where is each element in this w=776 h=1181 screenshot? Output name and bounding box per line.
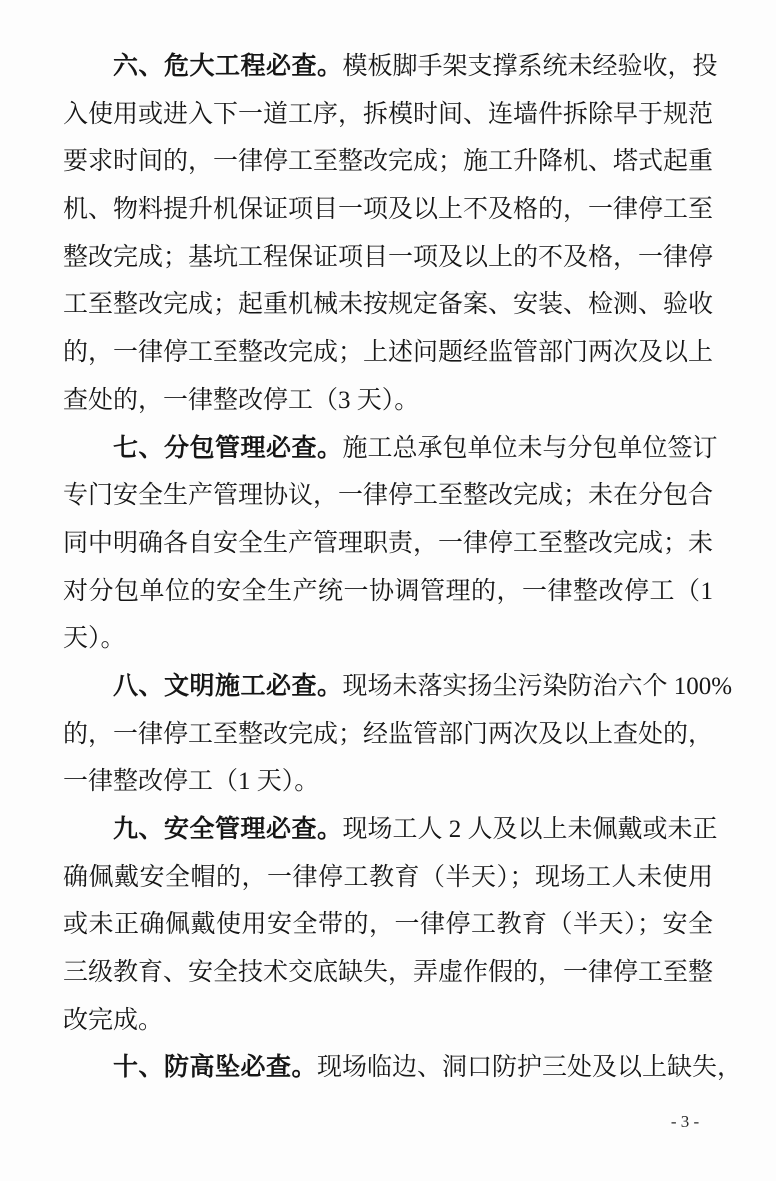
line-text: 施工总承包单位未与分包单位签订 — [342, 434, 718, 462]
line-text: 一律整改停工（1 天）。 — [63, 768, 320, 796]
text-line — [63, 329, 713, 377]
text-line — [63, 615, 713, 663]
line-text: 查处的，一律整改停工（3 天）。 — [63, 386, 420, 414]
text-line — [63, 281, 713, 329]
section-heading: 九、安全管理必查。 — [113, 815, 343, 843]
line-text: 整改完成；基坑工程保证项目一项及以上的不及格，一律停 — [63, 243, 714, 271]
text-line — [63, 234, 713, 282]
line-text: 专门安全生产管理协议，一律停工至整改完成；未在分包合 — [63, 482, 714, 510]
text-block — [63, 43, 743, 1092]
page-number: - 3 - — [670, 1112, 700, 1131]
text-line — [63, 91, 713, 139]
line-text: 的，一律停工至整改完成；上述问题经监管部门两次及以上 — [63, 339, 714, 367]
section-heading: 十、防高坠必查。 — [113, 1053, 318, 1082]
text-line — [63, 711, 713, 759]
line-text: 同中明确各自安全生产管理职责，一律停工至整改完成；未 — [63, 529, 714, 557]
text-line — [63, 758, 713, 806]
text-line — [63, 806, 718, 854]
line-text: 工至整改完成；起重机械未按规定备案、安装、检测、验收 — [63, 291, 714, 319]
section-heading: 七、分包管理必查。 — [113, 433, 343, 462]
line-text: 机、物料提升机保证项目一项及以上不及格的，一律停工至 — [63, 196, 714, 224]
line-text: 改完成。 — [63, 1006, 164, 1034]
text-line — [63, 1044, 743, 1092]
section-heading: 八、文明施工必查。 — [113, 671, 343, 700]
text-line — [63, 949, 713, 997]
line-text: 要求时间的，一律停工至整改完成；施工升降机、塔式起重 — [63, 148, 714, 176]
line-text: 对分包单位的安全生产统一协调管理的，一律整改停工（1 — [63, 577, 713, 605]
line-text: 或未正确佩戴使用安全带的，一律停工教育（半天）；安全 — [63, 911, 713, 939]
text-line — [63, 472, 713, 520]
line-text: 的，一律停工至整改完成；经监管部门两次及以上查处的， — [63, 720, 714, 748]
text-line — [63, 901, 713, 949]
text-line — [63, 520, 713, 568]
text-line — [63, 138, 713, 186]
text-line — [63, 186, 713, 234]
line-text: 入使用或进入下一道工序，拆模时间、连墙件拆除早于规范 — [63, 100, 714, 128]
text-line — [63, 377, 713, 425]
text-line — [63, 568, 713, 616]
line-text: 现场工人 2 人及以上未佩戴或未正 — [342, 816, 718, 843]
text-line — [63, 854, 713, 902]
line-text: 现场未落实扬尘污染防治六个 100% — [342, 672, 733, 700]
line-text: 确佩戴安全帽的，一律停工教育（半天）；现场工人未使用 — [63, 863, 713, 891]
line-text: 三级教育、安全技术交底缺失，弄虚作假的，一律停工至整 — [63, 959, 714, 987]
text-line — [63, 425, 718, 473]
text-line — [63, 663, 733, 711]
text-line — [63, 997, 713, 1045]
text-line — [63, 43, 718, 91]
line-text: 模板脚手架支撑系统未经验收，投 — [342, 53, 718, 80]
line-text: 现场临边、洞口防护三处及以上缺失， — [317, 1054, 743, 1082]
line-text: 天）。 — [63, 625, 126, 653]
section-heading: 六、危大工程必查。 — [113, 52, 343, 80]
